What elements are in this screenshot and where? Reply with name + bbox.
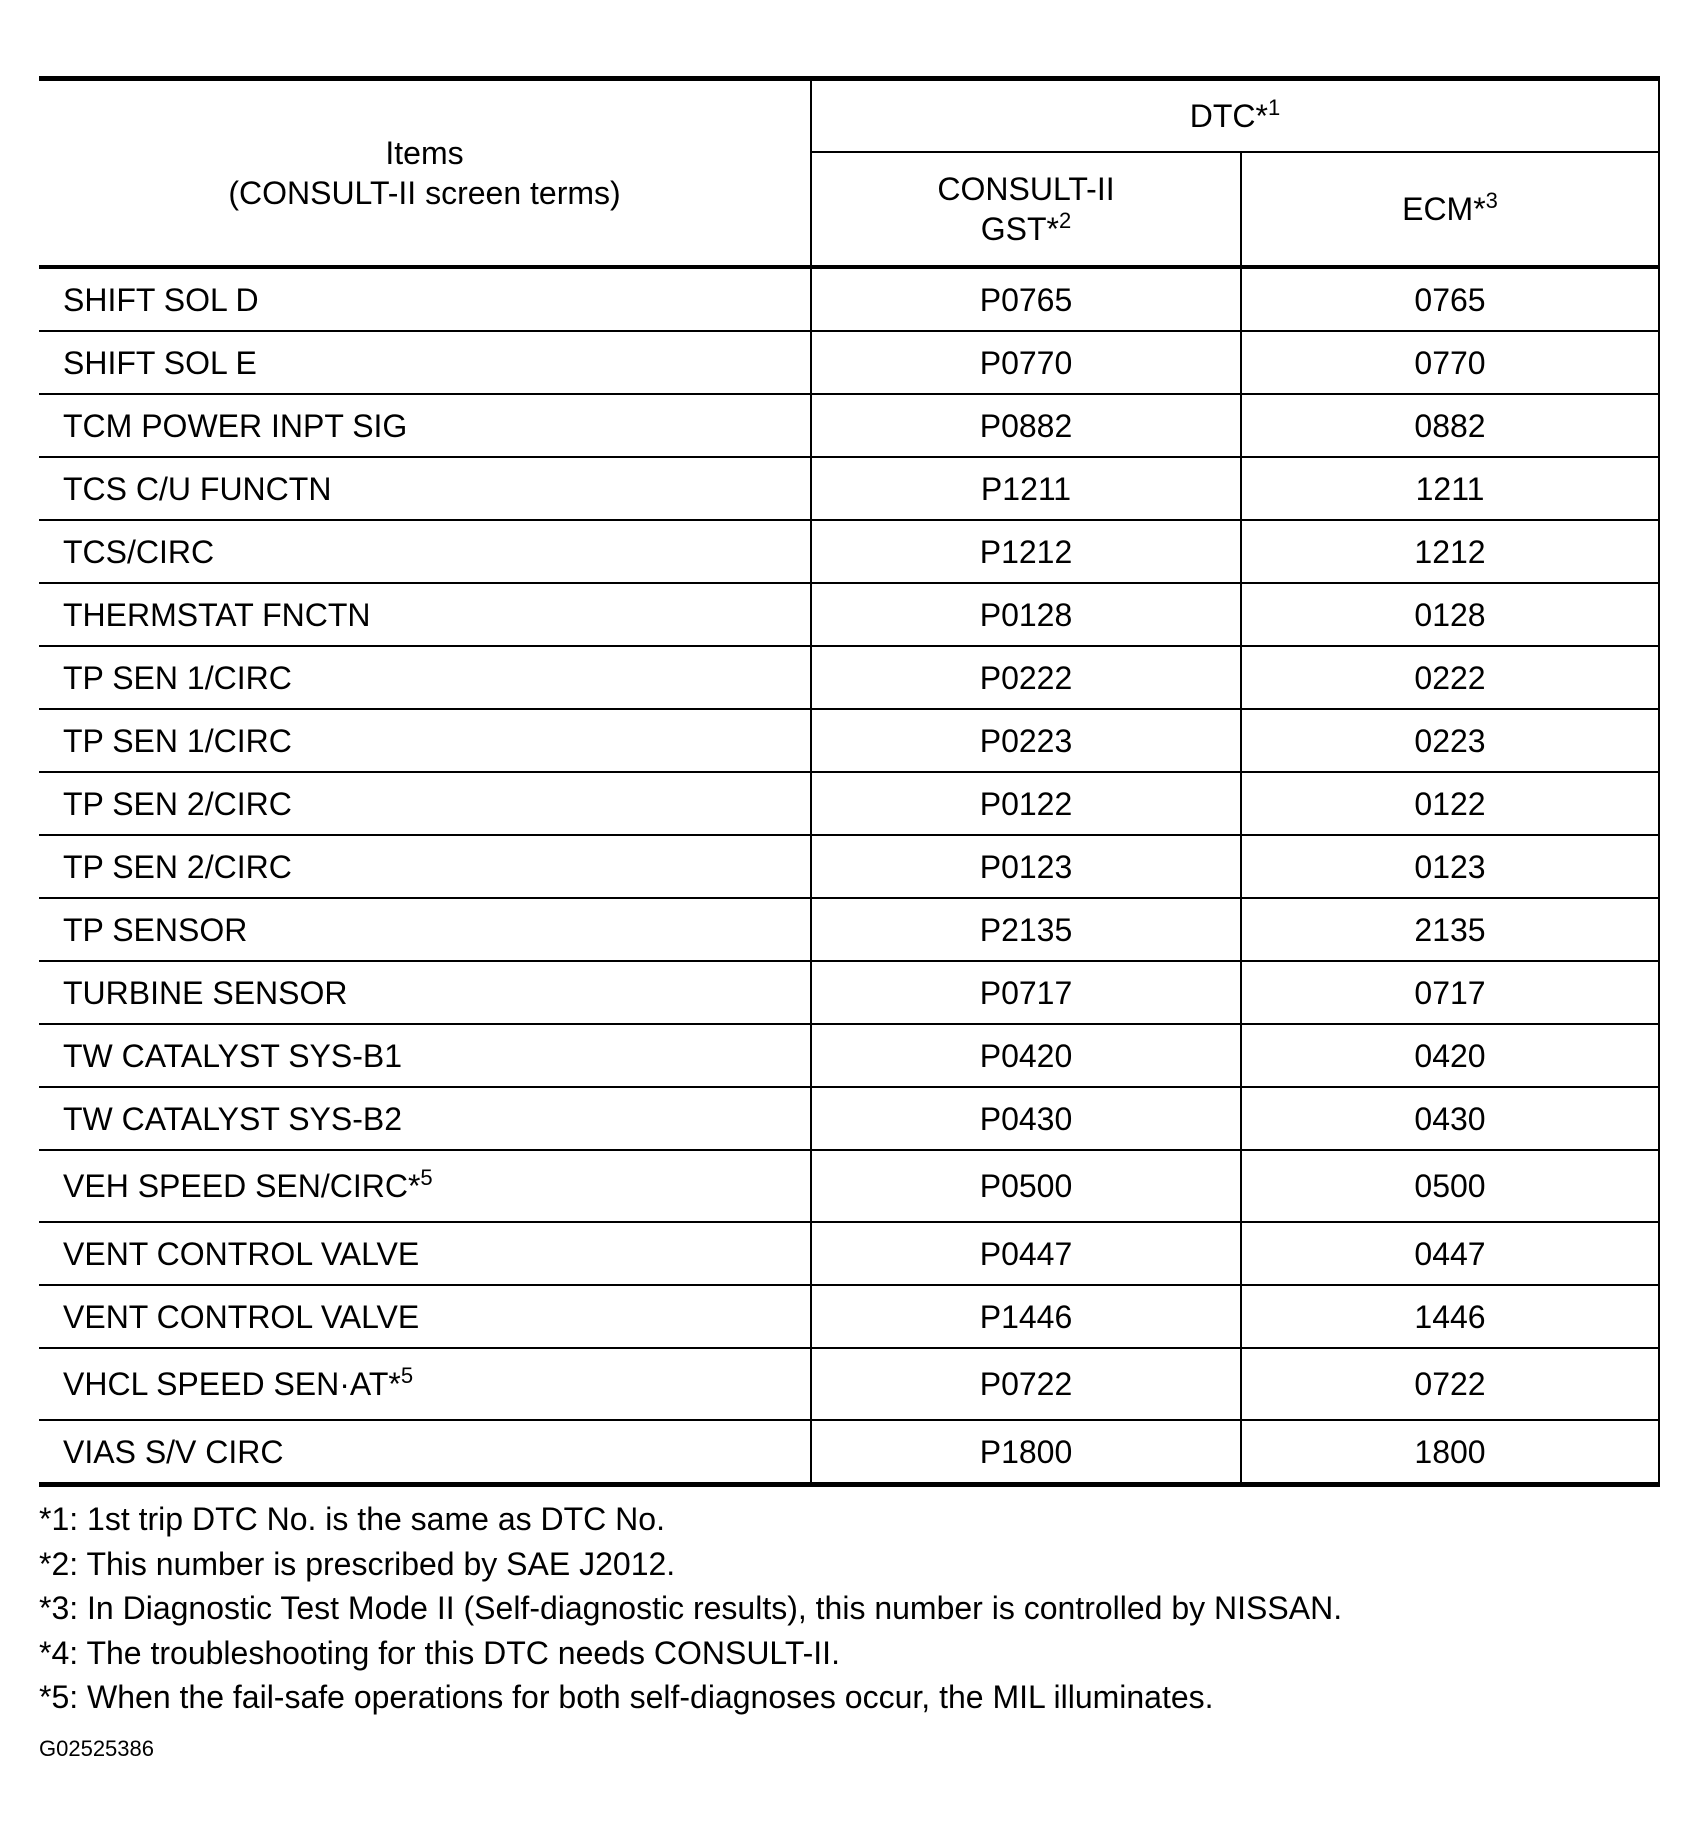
header-gst-footnote-ref: 2 <box>1058 208 1072 233</box>
ecm-code-cell: 0430 <box>1241 1087 1659 1150</box>
header-items-line2: (CONSULT-II screen terms) <box>228 175 621 211</box>
item-cell <box>39 267 811 331</box>
table-row <box>39 520 1659 583</box>
item-label: VEH SPEED SEN/CIRC <box>63 1168 408 1204</box>
item-label: TCS C/U FUNCTN <box>63 470 332 507</box>
item-label: TW CATALYST SYS-B1 <box>63 1037 403 1074</box>
item-footnote-ref: 5 <box>400 1363 414 1388</box>
item-label: VENT CONTROL VALVE <box>63 1298 420 1335</box>
item-cell <box>39 520 811 583</box>
ecm-code-cell: 0882 <box>1241 394 1659 457</box>
consult-code-cell: P0765 <box>811 267 1241 331</box>
consult-code-cell: P1446 <box>811 1285 1241 1348</box>
item-cell <box>39 772 811 835</box>
header-consult-gst <box>811 152 1241 267</box>
item-cell <box>39 835 811 898</box>
header-ecm-footnote-ref: 3 <box>1485 188 1498 213</box>
consult-code-cell: P0122 <box>811 772 1241 835</box>
item-label: TCM POWER INPT SIG <box>63 407 408 444</box>
item-label: SHIFT SOL E <box>63 344 257 381</box>
item-cell <box>39 394 811 457</box>
item-label: VIAS S/V CIRC <box>63 1433 284 1470</box>
consult-code-cell: P0420 <box>811 1024 1241 1087</box>
ecm-code-cell: 0447 <box>1241 1222 1659 1285</box>
header-items <box>39 79 811 268</box>
table-row <box>39 709 1659 772</box>
item-label: TP SEN 1/CIRC <box>63 659 292 696</box>
table-row <box>39 646 1659 709</box>
item-cell <box>39 1150 811 1222</box>
item-label: VENT CONTROL VALVE <box>63 1235 420 1272</box>
table-row <box>39 1024 1659 1087</box>
consult-code-cell: P0770 <box>811 331 1241 394</box>
table-row <box>39 898 1659 961</box>
table-row <box>39 1150 1659 1222</box>
item-label: TURBINE SENSOR <box>63 974 348 1011</box>
header-dtc-footnote-ref: 1 <box>1267 95 1281 120</box>
ecm-code-cell: 0420 <box>1241 1024 1659 1087</box>
consult-code-cell: P0722 <box>811 1348 1241 1420</box>
table-row <box>39 394 1659 457</box>
item-cell <box>39 457 811 520</box>
consult-code-cell: P0500 <box>811 1150 1241 1222</box>
table-row <box>39 1420 1659 1485</box>
table-row <box>39 835 1659 898</box>
header-dtc-group <box>811 79 1659 153</box>
table-row <box>39 961 1659 1024</box>
dtc-table <box>39 76 1660 1487</box>
ecm-code-cell: 0123 <box>1241 835 1659 898</box>
consult-code-cell: P0882 <box>811 394 1241 457</box>
ecm-code-cell: 0122 <box>1241 772 1659 835</box>
footnote-5: *5: When the fail-safe operations for both self-diagnoses occur, the MIL illuminates. <box>39 1679 1214 1715</box>
item-label: TP SEN 2/CIRC <box>63 848 292 885</box>
header-dtc-label: DTC <box>1189 98 1256 134</box>
footnote-1: *1: 1st trip DTC No. is the same as DTC No. <box>39 1501 665 1537</box>
consult-code-cell: P0128 <box>811 583 1241 646</box>
item-footnote-ref: 5 <box>420 1165 433 1190</box>
consult-code-cell: P2135 <box>811 898 1241 961</box>
header-ecm-mark: * <box>1473 191 1486 227</box>
header-gst-label: GST <box>980 211 1047 247</box>
table-row <box>39 1348 1659 1420</box>
footnote-4: *4: The troubleshooting for this DTC needs CONSULT-II. <box>39 1634 840 1671</box>
table-row <box>39 1285 1659 1348</box>
item-footnote-mark: * <box>388 1366 401 1402</box>
consult-code-cell: P0430 <box>811 1087 1241 1150</box>
ecm-code-cell: 0128 <box>1241 583 1659 646</box>
ecm-code-cell: 0223 <box>1241 709 1659 772</box>
consult-code-cell: P0717 <box>811 961 1241 1024</box>
header-ecm <box>1241 152 1659 267</box>
consult-code-cell: P0123 <box>811 835 1241 898</box>
consult-code-cell: P1211 <box>811 457 1241 520</box>
header-ecm-label: ECM <box>1402 191 1474 227</box>
consult-code-cell: P0222 <box>811 646 1241 709</box>
dtc-table-sheet <box>39 76 1659 1762</box>
consult-code-cell: P0223 <box>811 709 1241 772</box>
ecm-code-cell: 0222 <box>1241 646 1659 709</box>
item-cell <box>39 1222 811 1285</box>
item-cell <box>39 709 811 772</box>
item-cell <box>39 898 811 961</box>
consult-code-cell: P1800 <box>811 1420 1241 1485</box>
table-row <box>39 267 1659 331</box>
ecm-code-cell: 1446 <box>1241 1285 1659 1348</box>
item-cell <box>39 1348 811 1420</box>
ecm-code-cell: 1211 <box>1241 457 1659 520</box>
item-cell <box>39 961 811 1024</box>
footnotes <box>39 1497 1659 1720</box>
dtc-table-body <box>39 267 1659 1485</box>
item-label: VHCL SPEED SEN·AT <box>63 1366 389 1402</box>
table-row <box>39 1087 1659 1150</box>
item-label: TW CATALYST SYS-B2 <box>63 1100 403 1137</box>
table-row <box>39 331 1659 394</box>
item-footnote-mark: * <box>407 1168 421 1204</box>
item-cell <box>39 1285 811 1348</box>
item-label: SHIFT SOL D <box>63 281 259 318</box>
item-label: TP SEN 2/CIRC <box>63 785 292 822</box>
ecm-code-cell: 0722 <box>1241 1348 1659 1420</box>
ecm-code-cell: 1212 <box>1241 520 1659 583</box>
consult-code-cell: P1212 <box>811 520 1241 583</box>
ecm-code-cell: 0770 <box>1241 331 1659 394</box>
header-dtc-mark: * <box>1255 98 1268 134</box>
table-row <box>39 772 1659 835</box>
table-row <box>39 457 1659 520</box>
item-label: TCS/CIRC <box>63 533 215 570</box>
item-cell <box>39 1420 811 1485</box>
header-consult-line1: CONSULT-II <box>937 171 1115 207</box>
ecm-code-cell: 0500 <box>1241 1150 1659 1222</box>
ecm-code-cell: 1800 <box>1241 1420 1659 1485</box>
figure-id: G02525386 <box>39 1735 154 1761</box>
item-label: THERMSTAT FNCTN <box>63 596 371 633</box>
header-gst-mark: * <box>1046 211 1059 247</box>
item-cell <box>39 331 811 394</box>
item-cell <box>39 646 811 709</box>
item-cell <box>39 1024 811 1087</box>
footnote-3: *3: In Diagnostic Test Mode II (Self-diagnostic results), this number is controlled by NISSAN. <box>39 1590 1343 1626</box>
table-row <box>39 1222 1659 1285</box>
footnote-2: *2: This number is prescribed by SAE J2012. <box>39 1545 676 1582</box>
ecm-code-cell: 0717 <box>1241 961 1659 1024</box>
ecm-code-cell: 2135 <box>1241 898 1659 961</box>
item-cell <box>39 583 811 646</box>
item-label: TP SEN 1/CIRC <box>63 722 292 759</box>
consult-code-cell: P0447 <box>811 1222 1241 1285</box>
item-cell <box>39 1087 811 1150</box>
ecm-code-cell: 0765 <box>1241 267 1659 331</box>
header-items-line1: Items <box>385 135 464 171</box>
dtc-table-header <box>39 79 1659 268</box>
item-label: TP SENSOR <box>63 911 248 948</box>
table-row <box>39 583 1659 646</box>
